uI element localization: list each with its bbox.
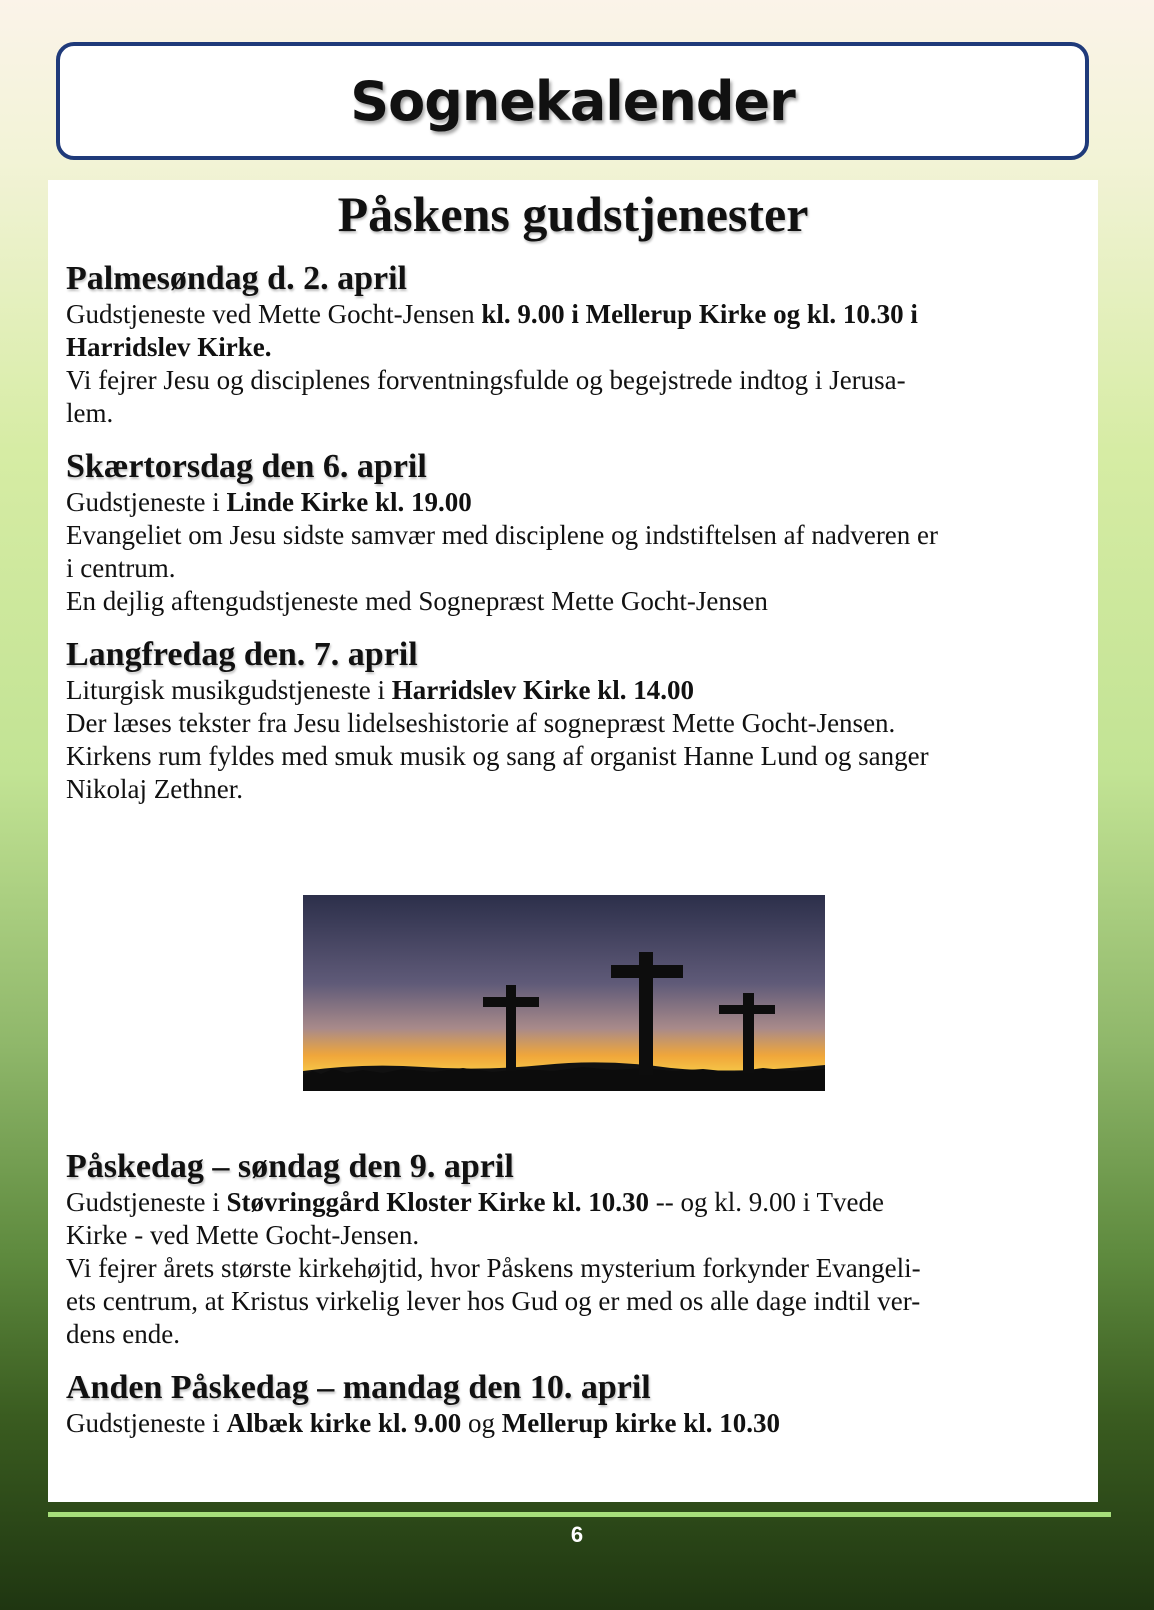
section-heading: Langfredag den. 7. april <box>66 636 418 673</box>
service-skaertorsdag <box>66 448 1080 618</box>
section-text: Gudstjeneste ved Mette Gocht-Jensen kl. 9.00 i Mellerup Kirke og kl. 10.30 i <box>66 299 918 329</box>
section-heading: Anden Påskedag – mandag den 10. april <box>66 1369 651 1406</box>
section-text: Evangeliet om Jesu sidste samvær med disciplene og indstiftelsen af nadveren er <box>66 520 939 550</box>
section-text: Nikolaj Zethner. <box>66 774 243 804</box>
crosses-sunset-image <box>303 895 825 1091</box>
section-text: Vi fejrer årets største kirkehøjtid, hvor Påskens mysterium forkynder Evangeli- <box>66 1253 921 1283</box>
service-anden-paaskedag <box>66 1369 1080 1440</box>
section-heading: Palmesøndag d. 2. april <box>66 260 407 297</box>
section-text: lem. <box>66 398 114 428</box>
page-number: 6 <box>570 1522 584 1547</box>
section-text: Der læses tekster fra Jesu lidelseshistorie af sognepræst Mette Gocht-Jensen. <box>66 708 896 738</box>
section-text: Liturgisk musikgudstjeneste i Harridslev Kirke kl. 14.00 <box>66 675 694 705</box>
section-text: i centrum. <box>66 553 176 583</box>
section-text: Kirke - ved Mette Gocht-Jensen. <box>66 1220 420 1250</box>
section-text: Gudstjeneste i Støvringgård Kloster Kirke kl. 10.30 -- og kl. 9.00 i Tvede <box>66 1187 884 1217</box>
section-text: Kirkens rum fyldes med smuk musik og sang af organist Hanne Lund og sanger <box>66 741 929 771</box>
section-text: ets centrum, at Kristus virkelig lever hos Gud og er med os alle dage indtil ver- <box>66 1286 921 1316</box>
section-text: Gudstjeneste i Albæk kirke kl. 9.00 og Mellerup kirke kl. 10.30 <box>66 1408 781 1438</box>
header-banner <box>56 42 1089 160</box>
section-text: Vi fejrer Jesu og disciplenes forventningsfulde og begejstrede indtog i Jerusa- <box>66 365 906 395</box>
service-paaskedag <box>66 1148 1080 1351</box>
footer-divider <box>48 1512 1111 1517</box>
section-text: Harridslev Kirke. <box>66 332 272 362</box>
section-text: dens ende. <box>66 1319 180 1349</box>
page-title: Sognekalender <box>350 69 795 133</box>
section-heading: Skærtorsdag den 6. april <box>66 448 427 485</box>
service-palmesondag <box>66 260 1080 430</box>
content-panel <box>48 180 1098 1502</box>
section-heading: Påskedag – søndag den 9. april <box>66 1148 514 1185</box>
service-langfredag <box>66 636 1080 806</box>
section-text: En dejlig aftengudstjeneste med Sognepræst Mette Gocht-Jensen <box>66 586 768 616</box>
section-text: Gudstjeneste i Linde Kirke kl. 19.00 <box>66 487 472 517</box>
article-title: Påskens gudstjenester <box>337 186 809 242</box>
